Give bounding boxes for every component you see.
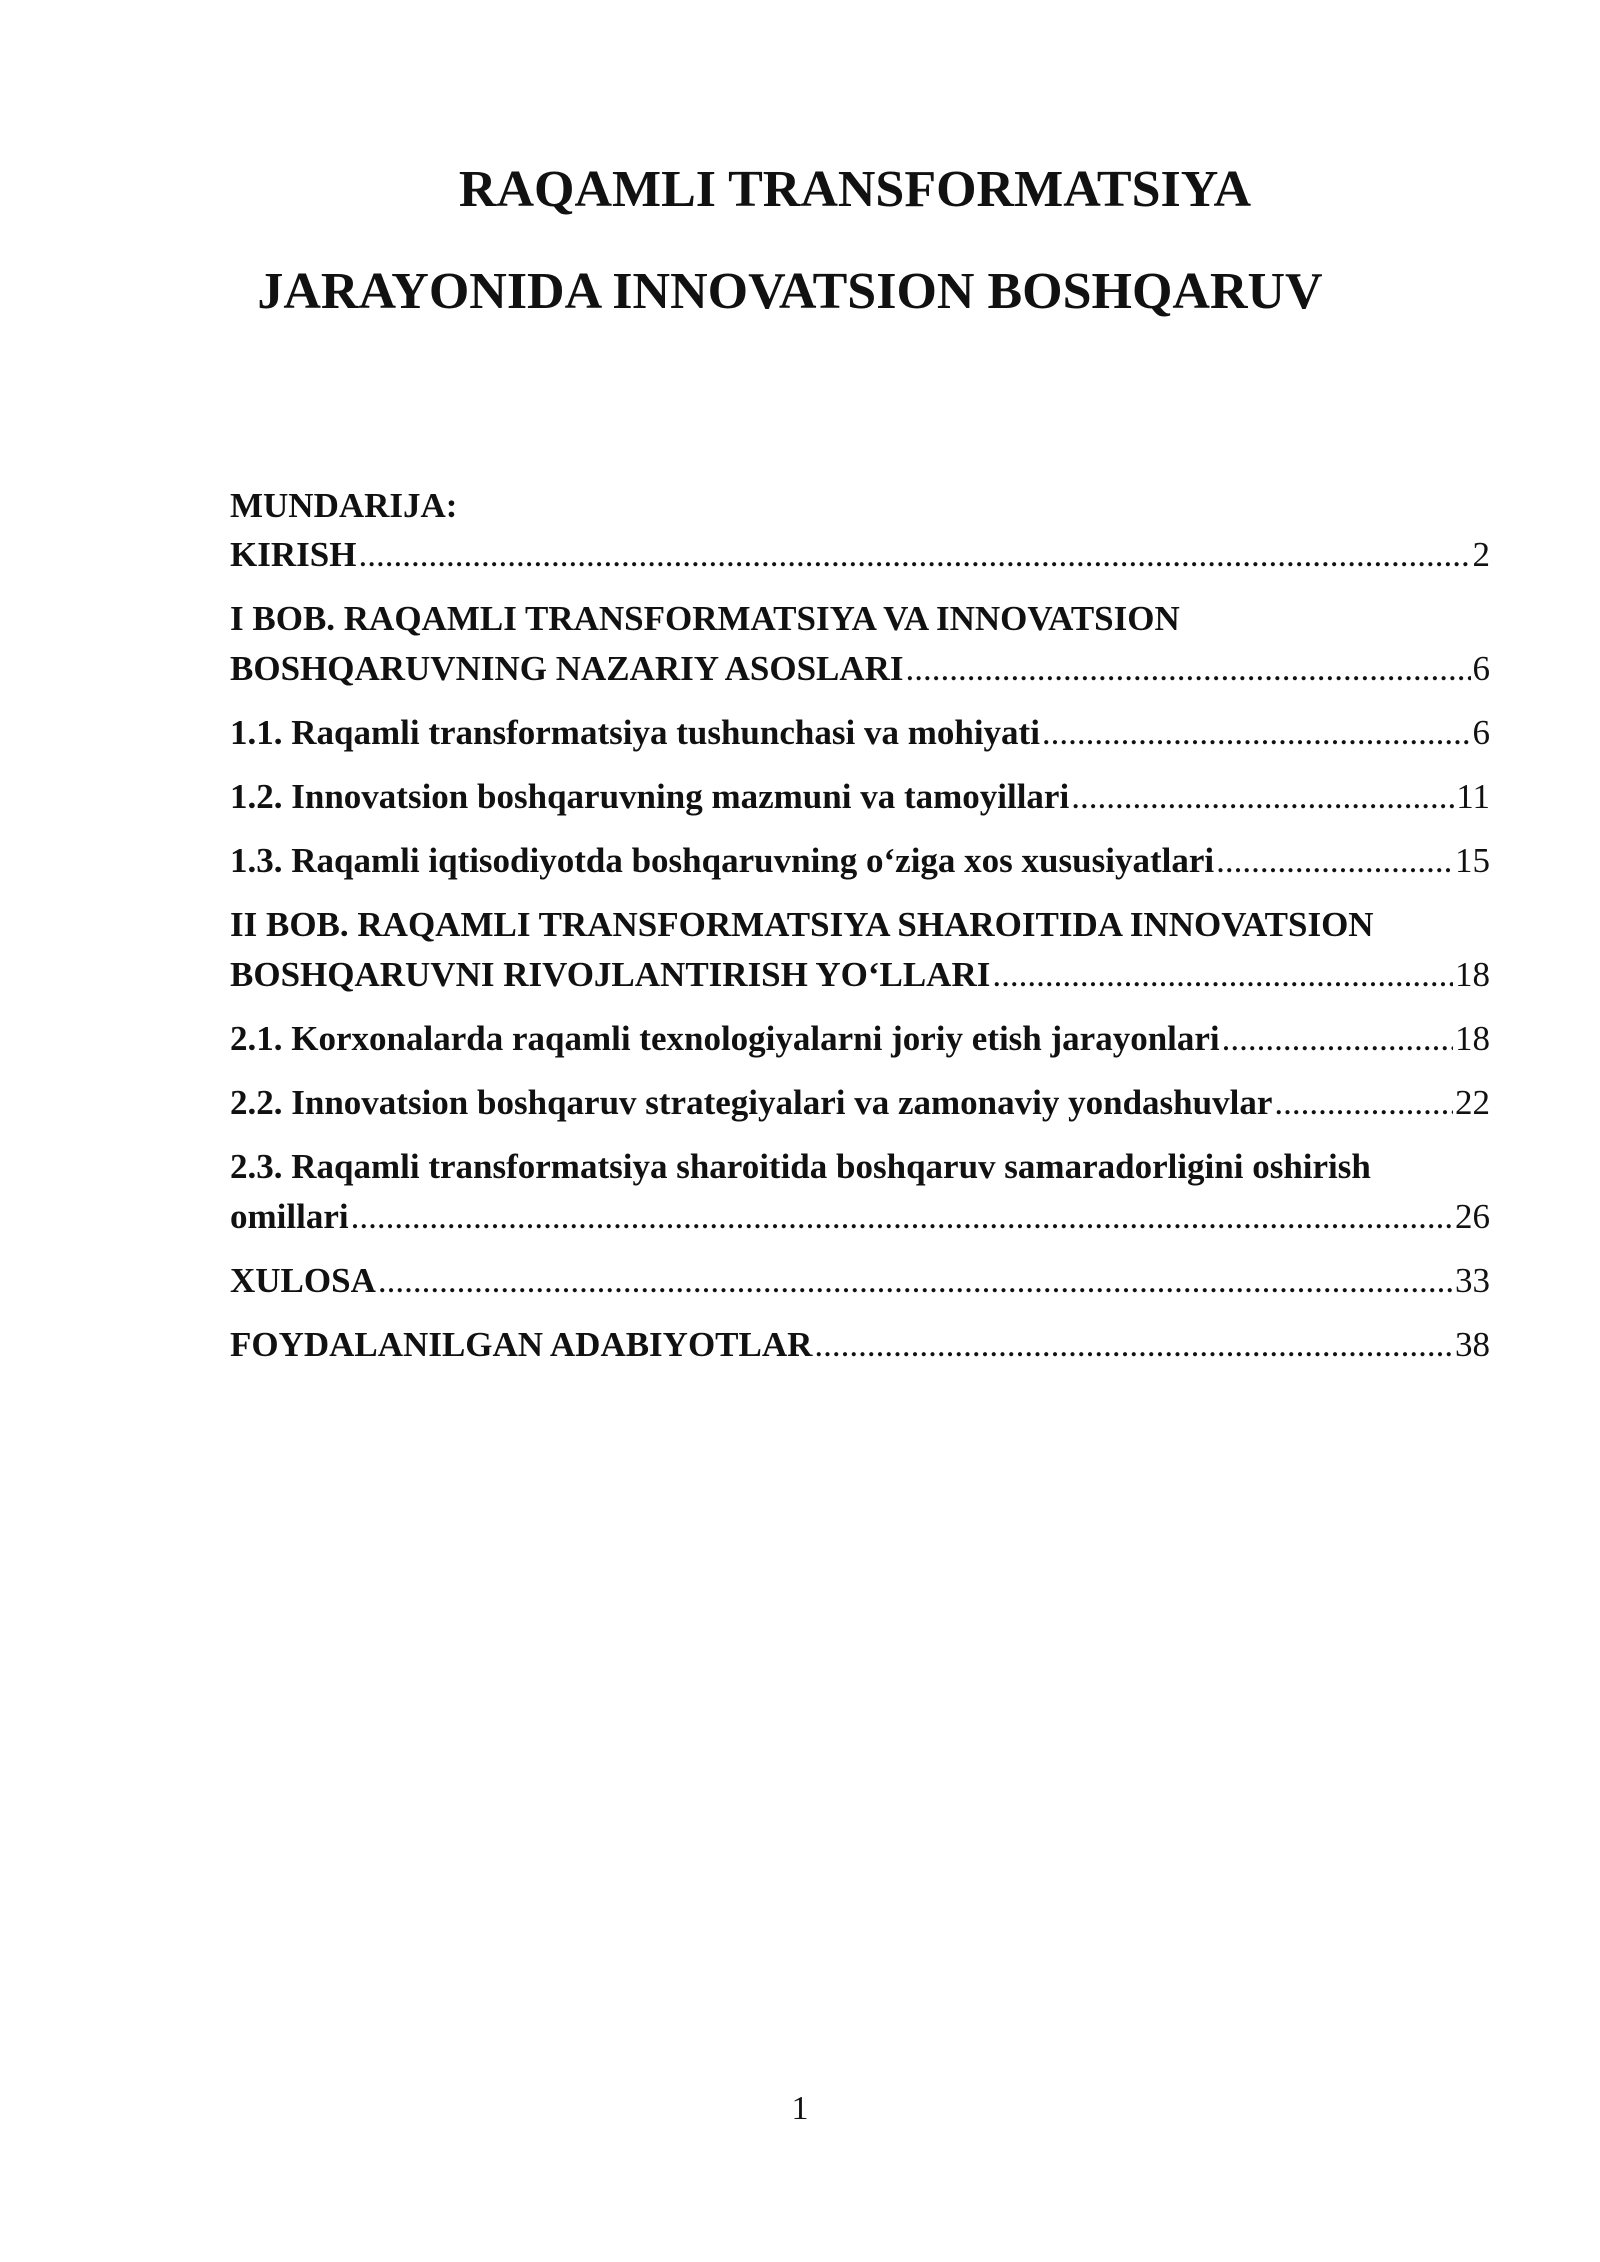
document-title-line-1: RAQAMLI TRANSFORMATSIYA	[458, 161, 1252, 218]
toc-entry-page: 6	[1472, 713, 1490, 752]
dot-leader	[1216, 836, 1453, 886]
toc-entry-page: 11	[1456, 777, 1490, 816]
toc-entry-label: BOSHQARUVNI RIVOJLANTIRISH YO‘LLARI	[230, 955, 991, 994]
toc-entry-label: 2.2. Innovatsion boshqaruv strategiyalari va zamonaviy yondashuvlar	[230, 1083, 1273, 1122]
table-of-contents	[230, 482, 1490, 1370]
document-title-line-2: JARAYONIDA INNOVATSION BOSHQARUV	[257, 263, 1323, 320]
toc-entry-label-line-1: II BOB. RAQAMLI TRANSFORMATSIYA SHAROITIDA INNOVATSION	[230, 905, 1374, 944]
toc-entry-section-1-1[interactable]	[230, 708, 1490, 758]
toc-entry-label: KIRISH	[230, 535, 357, 574]
toc-entry-references[interactable]	[230, 1320, 1490, 1370]
toc-entry-label: 1.2. Innovatsion boshqaruvning mazmuni va tamoyillari	[230, 777, 1070, 816]
toc-entry-label-line-1: 2.3. Raqamli transformatsiya sharoitida boshqaruv samaradorligini oshirish	[230, 1147, 1371, 1186]
toc-entry-page: 26	[1455, 1197, 1490, 1236]
toc-entry-page: 33	[1455, 1261, 1490, 1300]
dot-leader	[992, 950, 1453, 1000]
toc-entry-kirish[interactable]	[230, 530, 1490, 580]
toc-entry-section-2-2[interactable]	[230, 1078, 1490, 1128]
toc-entry-page: 18	[1455, 955, 1490, 994]
toc-heading: MUNDARIJA:	[230, 486, 458, 525]
toc-entry-label: omillari	[230, 1197, 349, 1236]
toc-entry-page: 15	[1455, 841, 1490, 880]
dot-leader	[906, 644, 1471, 694]
toc-entry-page: 38	[1455, 1325, 1490, 1364]
toc-entry-label: XULOSA	[230, 1261, 376, 1300]
dot-leader	[351, 1192, 1453, 1242]
toc-entry-chapter-2[interactable]	[230, 900, 1490, 1000]
toc-entry-label: 1.1. Raqamli transformatsiya tushunchasi va mohiyati	[230, 713, 1040, 752]
toc-entry-xulosa[interactable]	[230, 1256, 1490, 1306]
dot-leader	[1071, 772, 1454, 822]
toc-entry-section-1-3[interactable]	[230, 836, 1490, 886]
toc-entry-label: FOYDALANILGAN ADABIYOTLAR	[230, 1325, 813, 1364]
dot-leader	[1222, 1014, 1453, 1064]
page-number: 1	[791, 2090, 809, 2127]
dot-leader	[358, 530, 1470, 580]
toc-entry-section-2-3[interactable]	[230, 1142, 1490, 1242]
toc-entry-label-line-1: I BOB. RAQAMLI TRANSFORMATSIYA VA INNOVATSION	[230, 599, 1180, 638]
toc-entry-page: 2	[1472, 535, 1490, 574]
toc-entry-label: BOSHQARUVNING NAZARIY ASOSLARI	[230, 649, 904, 688]
dot-leader	[1274, 1078, 1453, 1128]
toc-entry-page: 18	[1455, 1019, 1490, 1058]
dot-leader	[814, 1320, 1453, 1370]
toc-entry-page: 22	[1455, 1083, 1490, 1122]
toc-entry-section-2-1[interactable]	[230, 1014, 1490, 1064]
toc-entry-label: 2.1. Korxonalarda raqamli texnologiyalarni joriy etish jarayonlari	[230, 1019, 1220, 1058]
toc-entry-chapter-1[interactable]	[230, 594, 1490, 694]
dot-leader	[378, 1256, 1453, 1306]
toc-entry-label: 1.3. Raqamli iqtisodiyotda boshqaruvning o‘ziga xos xususiyatlari	[230, 841, 1215, 880]
dot-leader	[1042, 708, 1471, 758]
toc-entry-section-1-2[interactable]	[230, 772, 1490, 822]
toc-entry-page: 6	[1472, 649, 1490, 688]
